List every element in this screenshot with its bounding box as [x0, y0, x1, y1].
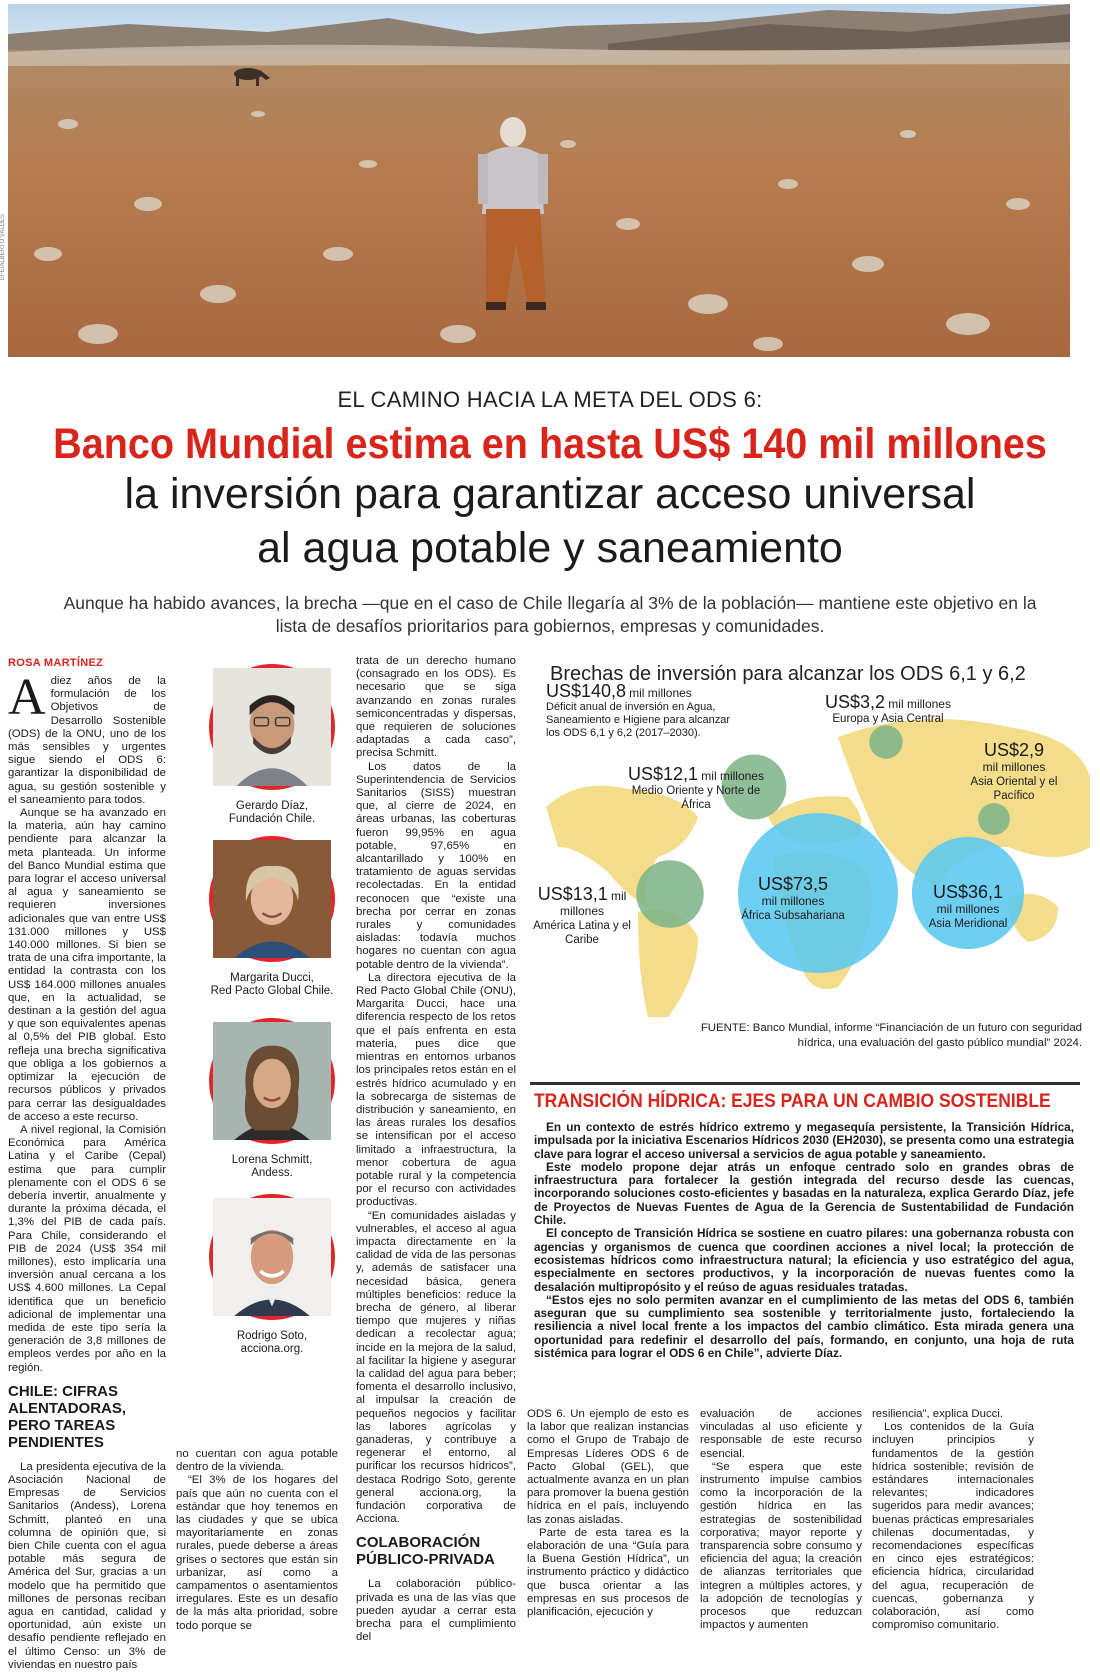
label-europa [818, 692, 958, 726]
portrait-org: acciona.org. [240, 1343, 304, 1355]
paragraph: Los contenidos de la Guía incluyen principios y fundamentos de la gestión hídrica sostenible; revisión de estándares internacionales relevantes; indicadores sugeridos para medir avances; buenas prácticas empresariales chilenas documentadas, y recomendaciones específicas en cinco ejes estratégicos: eficiencia hídrica, circularidad del agua, recuperación de cuencas, gobernanza y colaboración, así como compromiso comunitario. [872, 1421, 1034, 1632]
unit: mil millones [761, 894, 825, 908]
label-america-latina [532, 884, 632, 947]
portrait-margarita-ducci [202, 836, 342, 998]
avatar [209, 836, 335, 962]
article-column-6 [872, 1408, 1034, 1635]
chart-title: Brechas de inversión para alcanzar los ODS 6,1 y 6,2 [550, 663, 1026, 685]
avatar [209, 1194, 335, 1320]
paragraph: ODS 6. Un ejemplo de esto es la labor que realizan instancias como el Grupo de Trabajo de Empresas Líderes ODS 6 de Pacto Global (GEL), que actualmente avanza en un plan para promover la buena gestión hídrica en el país, incluyendo las zonas aisladas. [527, 1408, 689, 1526]
label-africa [733, 874, 853, 923]
paragraph: A nivel regional, la Comisión Económica para América Latina y el Caribe (Cepal) estima que para cumplir plenamente con el ODS 6 se debería invertir, anualmente y durante la próxima década, el 1,3% del PIB de cada país. Para Chile, considerando el PIB de 2024 (US$ 354 mil millones), esto implicaría una inversión anual cercana a los US$ 4.600 millones. La Cepal identifica que un beneficio adicional de implementar una medida de este tipo sería la generación de 3,8 millones de empleos verdes por año en la región. [8, 1123, 166, 1374]
portrait-rodrigo-soto [202, 1194, 342, 1356]
amount: US$2,9 [983, 740, 1045, 760]
article-column-1 [8, 669, 166, 1671]
hero-photo [8, 4, 1070, 357]
total-description: Déficit anual de inversión en Agua, Saneamiento e Higiene para alcanzar los ODS 6,1 y 6,2 (2017–2030). [546, 701, 731, 739]
region-name: Medio Oriente y Norte de África [631, 785, 761, 811]
total-amount: US$140,8 [546, 681, 627, 701]
portrait-org: Red Pacto Global Chile. [210, 985, 334, 997]
unit: mil millones [701, 769, 764, 783]
headline-main: Banco Mundial estima en hasta US$ 140 mil millones [53, 420, 1047, 468]
paragraph: “El 3% de los hogares del país que aún no cuenta con el estándar que hoy tenemos en las ciudades y que se ubica mayoritariamente en zonas rurales, puede deberse a áreas grises o sectores que están sin urbanizar, así como a campamentos o asentamientos irregulares. Este es un desafío de la más alta prioridad, sobre todo porque se [176, 1474, 338, 1632]
avatar [209, 664, 335, 790]
chart-source: FUENTE: Banco Mundial, informe “Financiación de un futuro con seguridad hídrica, una evaluación del gasto público mundial” 2024. [700, 1022, 1082, 1049]
amount: US$36,1 [932, 882, 1004, 902]
portrait-lorena-schmitt [202, 1018, 342, 1180]
amount: US$73,5 [757, 874, 829, 894]
paragraph: “Se espera que este instrumento impulse cambios como la incorporación de la gestión hídrica en las estrategias de sostenibilidad corporativa; mayor reporte y transparencia sobre consumo y eficiencia del agua; la creación de alianzas territoriales que integren a múltiples actores, y la adopción de tecnologías y procesos que reduzcan impactos y aumenten [700, 1460, 862, 1632]
amount: US$12,1 [628, 764, 699, 784]
dropcap: A [8, 669, 46, 726]
label-asia-meridional [908, 882, 1028, 931]
sidebar-title: TRANSICIÓN HÍDRICA: EJES PARA UN CAMBIO SOSTENIBLE [534, 1091, 1051, 1112]
photo-credit: EFE/ALBERTO VALDÉS [0, 213, 6, 280]
amount: US$3,2 [825, 692, 886, 712]
investment-gap-map [533, 655, 1090, 1075]
unit: mil millones [936, 902, 1000, 916]
unit: mil millones [982, 760, 1046, 774]
paragraph: El concepto de Transición Hídrica se sostiene en cuatro pilares: una gobernanza robusta con agencias y organismos de cuenca que coordinen acciones a nivel local; la protección de ecosistemas hídricos como infraestructura natural; la eficiencia y uso estratégico del agua, especialmente en sectores productivos, y la incorporación de nuevas fuentes como la desalación multipropósito y el reúso de aguas residuales tratadas. [534, 1226, 1074, 1294]
bubble-asia-oriental-y-el-pacífico [978, 803, 1010, 835]
paragraph: “En comunidades aisladas y vulnerables, el acceso al agua impacta directamente en la calidad de vida de las personas y, además de satisfacer una necesidad básica, genera múltiples beneficios: reduce la brecha de género, al liberar tiempo que mujeres y niñas dedican a recolectar agua; incide en la mejora de la salud, al facilitar la higiene y asegurar la calidad del agua para beber; fomenta el desarrollo inclusivo, al impulsar la creación de pequeños negocios y facilitar las labores agrícolas y ganaderas, y contribuye a regenerar el entorno, al purificar los recursos hídricos”, destaca Rodrigo Soto, gerente general acciona.org, la fundación corporativa de Acciona. [356, 1209, 516, 1526]
paragraph: La presidenta ejecutiva de la Asociación Nacional de Empresas de Servicios Sanitarios (Andess), Lorena Schmitt, planteó en una columna de opinión que, si bien Chile cuenta con el agua potable más segura de América del Sur, gracias a un modelo que ha permitido que millones de personas reciban agua en cantidad, calidad y oportunidad, aún existe un desafío pendiente reflejado en el último Censo: un 3% de viviendas en nuestro país [8, 1460, 166, 1671]
byline: ROSA MARTÍNEZ [8, 657, 104, 669]
paragraph: Aunque se ha avanzado en la materia, aún hay camino pendiente para alcanzar la meta planteada. Un informe del Banco Mundial estima que para lograr el acceso universal al agua y saneamiento se requieren inversiones adicionales que van entre US$ 131.000 millones y US$ 140.000 millones. Si bien se trata de una cifra importante, la entidad la contrasta con los US$ 164.000 millones anuales que, en la actualidad, se destinan a la gestión del agua y que son equivalentes apenas al 0,5% del PIB global. Esto refleja una brecha significativa que obliga a los gobiernos a optimizar la ejecución de recursos públicos y privados para cerrar las desigualdades de acceso a este recurso. [8, 807, 166, 1123]
avatar [209, 1018, 335, 1144]
subhead-chile: CHILE: CIFRAS ALENTADORAS, PERO TAREAS PENDIENTES [8, 1382, 127, 1451]
portrait-name: Rodrigo Soto, [236, 1330, 308, 1342]
paragraph: Los datos de la Superintendencia de Servicios Sanitarios (SISS) muestran que, al cierre de 2024, en áreas urbanas, las coberturas fueron 99,95% en agua potable, 97,65% en alcantarillado y 100% en tratamiento de aguas servidas recolectadas. En la entidad reconocen que “existe una brecha por cerrar en zonas rurales y comunidades aisladas: todavía muchos hogares no cuentan con agua potable dentro de la vivienda”. [356, 760, 516, 971]
paragraph: diez años de la formulación de los Objetivos de Desarrollo Sostenible (ODS) de la ONU, uno de los más sensibles y urgentes sigue siendo el ODS 6: garantizar la disponibilidad de agua, su gestión sostenible y el saneamiento para todos. [8, 675, 166, 806]
paragraph: La directora ejecutiva de la Red Pacto Global Chile (ONU), Margarita Ducci, hace una diferencia respecto de los retos que el país enfrenta en esta materia, pues dice que mientras en entornos urbanos los principales retos están en el estrés hídrico acumulado y en la sobrecarga de sistemas de distribución y saneamiento, en las áreas rurales los desafíos se intensifican por el acceso limitado a infraestructura, la menor cobertura de agua potable rural y la competencia por el recurso con actividades productivas. [356, 971, 516, 1209]
region-name: Europa y Asia Central [832, 713, 944, 725]
amount: US$13,1 [537, 884, 608, 904]
paragraph: resiliencia”, explica Ducci. [872, 1408, 1004, 1420]
region-name: Asia Oriental y el Pacífico [970, 776, 1058, 802]
paragraph: evaluación de acciones vinculadas al uso eficiente y responsable de este recurso esencial. [700, 1408, 862, 1460]
article-column-3 [356, 655, 516, 1644]
portrait-org: Andess. [251, 1167, 293, 1179]
region-name: Asia Meridional [928, 918, 1008, 930]
subhead-colaboracion: COLABORACIÓN PÚBLICO-PRIVADA [356, 1534, 495, 1569]
portrait-gerardo-diaz [202, 664, 342, 826]
kicker: EL CAMINO HACIA LA META DEL ODS 6: [337, 387, 763, 412]
portrait-org: Fundación Chile. [228, 813, 316, 825]
label-asia-oriental [950, 740, 1078, 803]
article-column-4 [527, 1408, 689, 1635]
paragraph: no cuentan con agua potable dentro de la vivienda. [176, 1448, 338, 1474]
paragraph: Este modelo propone dejar atrás un enfoque centrado solo en grandes obras de infraestructura para fortalecer la gestión integrada del recurso desde las cuencas, incorporando soluciones costo-eficientes y basadas en la naturaleza, explica Gerardo Díaz, jefe de Proyectos de Nuevas Fuentes de Agua de la Gerencia de Sustentabilidad de Fundación Chile. [534, 1159, 1074, 1228]
unit: mil millones [559, 889, 627, 918]
unit: mil millones [888, 697, 951, 711]
sidebar-box [530, 1082, 1080, 1361]
paragraph: trata de un derecho humano (consagrado en los ODS). Es necesario que se siga avanzando en zonas rurales semiconcentradas y dispersas, que requieren de soluciones adaptadas a cada caso”, precisa Schmitt. [356, 655, 516, 760]
label-medio-oriente [616, 764, 776, 812]
bubble-américa-latina-y-el-caribe [636, 860, 704, 928]
drought-field-photo [8, 4, 1070, 357]
headline-line-2: la inversión para garantizar acceso universal [124, 470, 976, 518]
paragraph: En un contexto de estrés hídrico extremo y megasequía persistente, la Transición Hídrica, impulsada por la iniciativa Escenarios Hídricos 2030 (EH2030), se presenta como una estrategia clave para lograr el acceso universal a servicios de agua potable y saneamiento. [534, 1120, 1074, 1161]
paragraph: Parte de esta tarea es la elaboración de una “Guía para la Buena Gestión Hídrica”, un instrumento práctico y didáctico que busca orientar a las empresas en sus procesos de planificación, ejecución y [527, 1526, 689, 1619]
sidebar-body [534, 1121, 1074, 1360]
deck: Aunque ha habido avances, la brecha —que en el caso de Chile llegaría al 3% de la población— mantiene este objetivo en la lista de desafíos prioritarios para gobiernos, empresas y comunidades. [63, 593, 1037, 636]
article-column-2 [176, 1448, 338, 1635]
bubble-europa-y-asia-central [869, 725, 902, 758]
portrait-name: Margarita Ducci, [230, 972, 314, 984]
paragraph: La colaboración público-privada es una de las vías que pueden ayudar a cerrar esta brecha para el cumplimiento del [356, 1578, 516, 1644]
region-name: América Latina y el Caribe [533, 920, 631, 946]
portrait-name: Gerardo Díaz, [235, 800, 309, 812]
total-label [546, 681, 746, 740]
portrait-name: Lorena Schmitt, [231, 1154, 313, 1166]
headline-line-3: al agua potable y saneamiento [257, 524, 843, 572]
paragraph: “Estos ejes no solo permiten avanzar en el cumplimiento de las metas del ODS 6, también aseguran que su cumplimiento sea sostenible y territorialmente justo, fortaleciendo la resiliencia a nivel local frente a los impactos del cambio climático. Esta mirada genera una oportunidad para redefinir el desarrollo del país, formando, en conjunto, una hoja de ruta sistémica para lograr el ODS 6 en Chile”, advierte Díaz. [534, 1292, 1074, 1361]
region-name: África Subsahariana [741, 910, 845, 922]
article-column-5 [700, 1408, 862, 1635]
total-unit: mil millones [629, 686, 692, 700]
